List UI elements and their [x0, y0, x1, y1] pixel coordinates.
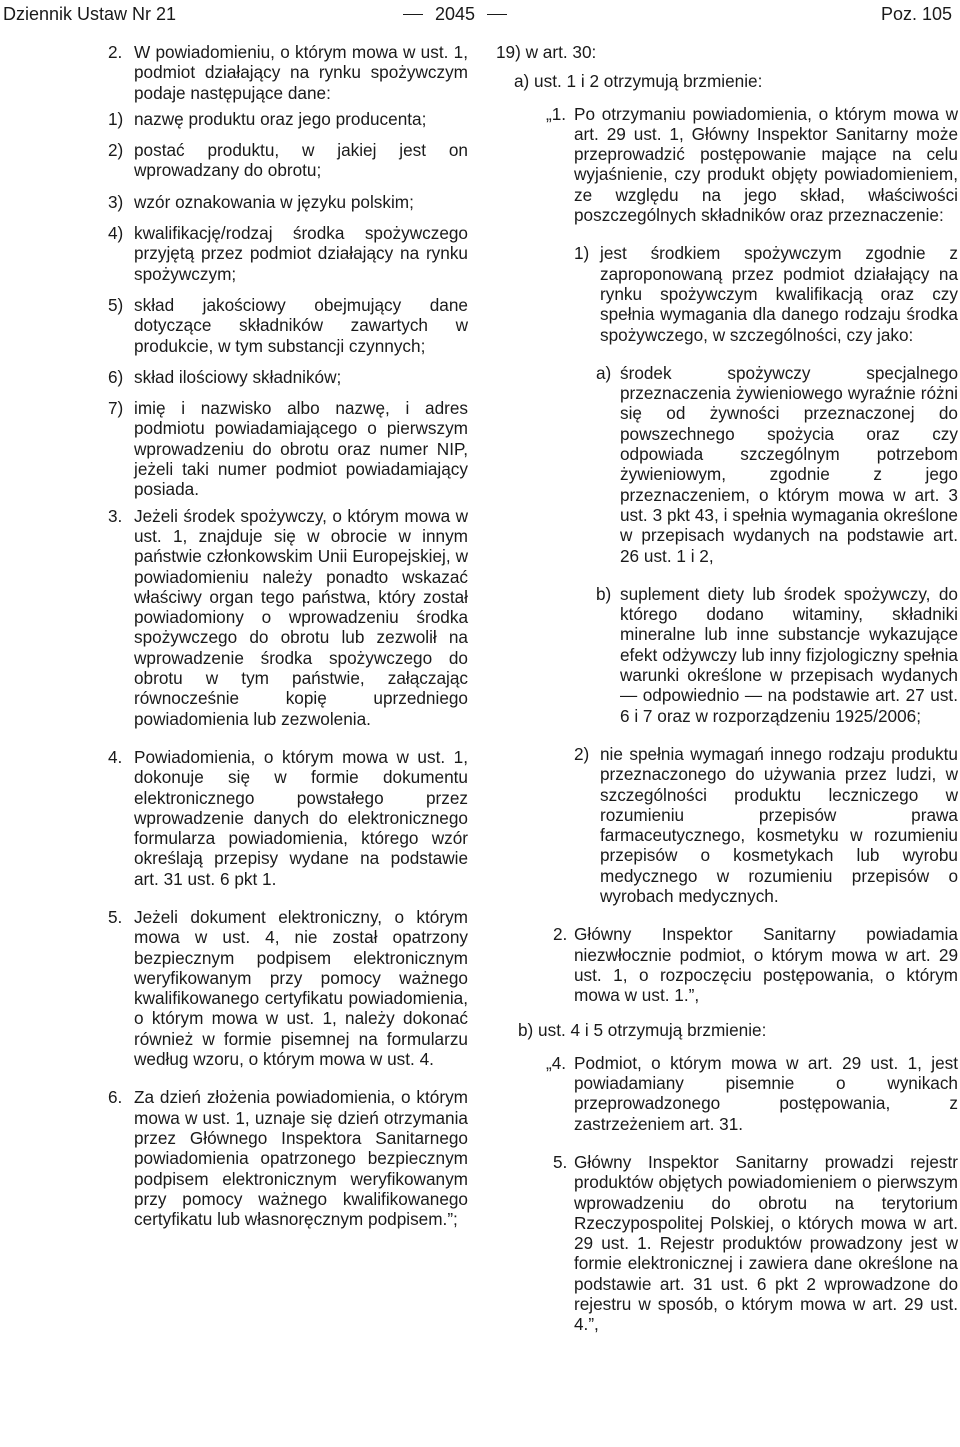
change-b-header: b) ust. 4 i 5 otrzymują brzmienie:	[518, 1020, 767, 1041]
ust-4-text: Powiadomienia, o którym mowa w ust. 1, dokonuje się w formie dokumentu elektronicznego powstałego przez wprowadzenie danych do elektronicznego formularza powiadomienia, którego wzór określają przepisy wydane na podstawie art. 31 ust. 6 pkt 1.	[134, 746, 468, 889]
quote-ust-5-text: Główny Inspektor Sanitarny prowadzi rejestr produktów objętych powiadomieniem o pierwszym wprowadzeniu do obrotu na terytorium Rzeczypospolitej Polskiej, o których mowa w art. 29 ust. 1. Rejestr produktów prowadzony jest w formie elektronicznej i zawiera dane określone na podstawie art. 31 ust. 6 pkt 2 wprowadzone do rejestru w sposób, o którym mowa w art. 29 ust. 4.”,	[574, 1151, 958, 1335]
dash-right	[487, 14, 507, 15]
quote-ust-1	[496, 104, 958, 226]
point-2-number: 2)	[574, 743, 590, 764]
quote-ust-1-number: „1.	[546, 103, 567, 124]
list-item-number: 5)	[108, 294, 124, 315]
quote-ust-4	[496, 1053, 958, 1134]
list-item-number: 2)	[108, 140, 124, 161]
quote-ust-4-text: Podmiot, o którym mowa w art. 29 ust. 1, jest powiadamiany pisemnie o wynikach przeprowadzonego postępowania, z zastrzeżeniem art. 31.	[574, 1052, 958, 1134]
article-header: 19) w art. 30:	[496, 42, 597, 62]
letter-b	[496, 584, 958, 726]
list-item	[108, 223, 468, 284]
ust-5	[108, 907, 468, 1069]
ust-4	[108, 747, 468, 889]
quote-ust-2	[496, 924, 958, 1005]
list-item-text: kwalifikację/rodzaj środka spożywczego przyjętą przez podmiot działający na rynku spożywczym;	[134, 223, 468, 284]
point-1-number: 1)	[574, 243, 590, 264]
change-a-header: a) ust. 1 i 2 otrzymują brzmienie:	[514, 71, 763, 92]
list-item-number: 6)	[108, 366, 124, 387]
letter-b-marker: b)	[596, 583, 612, 604]
list-item-number: 3)	[108, 191, 124, 212]
list-item-text: postać produktu, w jakiej jest on wprowadzany do obrotu;	[134, 140, 468, 181]
list-item	[108, 109, 468, 129]
list-item-text: wzór oznakowania w języku polskim;	[134, 191, 414, 212]
point-1	[496, 243, 958, 344]
point-2	[496, 744, 958, 906]
ust-3	[108, 506, 468, 729]
letter-a-marker: a)	[596, 362, 612, 383]
page-number: 2045	[435, 4, 476, 24]
ust-4-number: 4.	[108, 746, 123, 767]
ust-2-number: 2.	[108, 42, 123, 62]
letter-b-text: suplement diety lub środek spożywczy, do którego dodano witaminy, składniki mineralne lub inne substancje wykazujące efekt odżywczy lub inny fizjologiczny spełnia warunki określone w przepisach wydanych — odpowiednio — na podstawie art. 27 ust. 6 i 7 oraz w rozporządzeniu 1925/2006;	[620, 583, 958, 726]
list-item	[108, 295, 468, 356]
quote-ust-4-number: „4.	[546, 1052, 567, 1073]
dash-left	[403, 14, 423, 15]
quote-ust-1-text: Po otrzymaniu powiadomienia, o którym mowa w art. 29 ust. 1, Główny Inspektor Sanitarny może przeprowadzić postępowanie mające na celu wyjaśnienie, czy produkt objęty powiadomieniem, ze względu na jego skład, właściwości poszczególnych składników oraz przeznaczenie:	[574, 103, 958, 226]
quote-ust-2-text: Główny Inspektor Sanitarny powiadamia niezwłocznie podmiot, o którym mowa w art. 29 ust. 1, o rozpoczęciu postępowania, o którym mowa w ust. 1.”,	[574, 924, 958, 1006]
ust-5-number: 5.	[108, 906, 123, 927]
ust-6-number: 6.	[108, 1087, 123, 1108]
quote-ust-5-number: 5.	[553, 1151, 568, 1172]
list-item	[108, 367, 468, 387]
page-number-block	[403, 2, 507, 26]
ust-2	[108, 42, 468, 103]
ust-3-number: 3.	[108, 505, 123, 526]
ust-5-text: Jeżeli dokument elektroniczny, o którym mowa w ust. 4, nie został opatrzony bezpiecznym podpisem elektronicznym weryfikowanym przy pomocy ważnego kwalifikowanego certyfikatu powiadomienia, o którym mowa w ust. 1, należy dokonać również w formie pisemnej na formularzu według wzoru, o którym mowa w ust. 4.	[134, 906, 468, 1070]
point-list	[108, 109, 468, 500]
letter-a-text: środek spożywczy specjalnego przeznaczenia żywieniowego wyraźnie różni się od żywności przeznaczonej do powszechnego spożycia oraz czy odpowiada szczególnym potrzebom żywieniowym, zgodnie z jego przeznaczeniem, o którym mowa w art. 3 ust. 3 pkt 43, i spełnia wymagania określone w przepisach wydanych na podstawie art. 26 ust. 1 i 2,	[620, 362, 958, 566]
left-column	[108, 42, 468, 1229]
letter-a	[496, 363, 958, 566]
journal-title: Dziennik Ustaw Nr 21	[3, 4, 177, 24]
list-item-text: imię i nazwisko albo nazwę, i adres podmiotu powiadamiającego o pierwszym wprowadzeniu do obrotu oraz numer NIP, jeżeli taki numer podmiot powiadamiający posiada.	[134, 398, 468, 500]
position-number: Poz. 105	[880, 4, 952, 24]
list-item	[108, 192, 468, 212]
list-item-number: 7)	[108, 398, 124, 419]
list-item-number: 1)	[108, 108, 124, 129]
page-header	[0, 0, 960, 30]
ust-2-text: W powiadomieniu, o którym mowa w ust. 1, podmiot działający na rynku spożywczym podaje następujące dane:	[134, 42, 468, 103]
list-item-text: skład ilościowy składników;	[134, 366, 342, 387]
right-column	[496, 42, 958, 1335]
list-item-number: 4)	[108, 223, 124, 244]
list-item	[108, 398, 468, 499]
list-item-text: skład jakościowy obejmujący dane dotyczące składników zawartych w produkcie, w tym substancji czynnych;	[134, 294, 468, 356]
ust-6-text: Za dzień złożenia powiadomienia, o którym mowa w ust. 1, uznaje się dzień otrzymania przez Głównego Inspektora Sanitarnego powiadomienia opatrzonego bezpiecznym podpisem elektronicznym weryfikowanym przy pomocy ważnego kwalifikowanego certyfikatu lub własnoręcznym podpisem.”;	[134, 1087, 468, 1230]
quote-ust-2-number: 2.	[553, 924, 568, 945]
ust-6	[108, 1087, 468, 1229]
quote-ust-5	[496, 1152, 958, 1335]
ust-3-text: Jeżeli środek spożywczy, o którym mowa w ust. 1, znajduje się w obrocie w innym państwie członkowskim Unii Europejskiej, w powiadomieniu należy ponadto wskazać właściwy organ tego państwa, który został powiadomiony o wprowadzeniu środka spożywczego do obrotu lub zezwolił na wprowadzenie środka spożywczego do obrotu w tym państwie, załączając równocześnie kopię uprzedniego powiadomienia lub zezwolenia.	[134, 505, 468, 729]
list-item	[108, 140, 468, 181]
point-2-text: nie spełnia wymagań innego rodzaju produktu przeznaczonego do używania przez ludzi, w szczególności produktu leczniczego w rozumieniu przepisów prawa farmaceutycznego, kosmetyku w rozumieniu przepisów o kosmetykach lub wyrobu medycznego w rozumieniu przepisów o wyrobach medycznych.	[600, 743, 958, 906]
list-item-text: nazwę produktu oraz jego producenta;	[134, 108, 427, 129]
point-1-text: jest środkiem spożywczym zgodnie z zaproponowaną przez podmiot działający na rynku spożywczym kwalifikacją oraz czy spełnia wymagania dla danego rodzaju środka spożywczego, w szczególności, czy jako:	[600, 243, 958, 345]
